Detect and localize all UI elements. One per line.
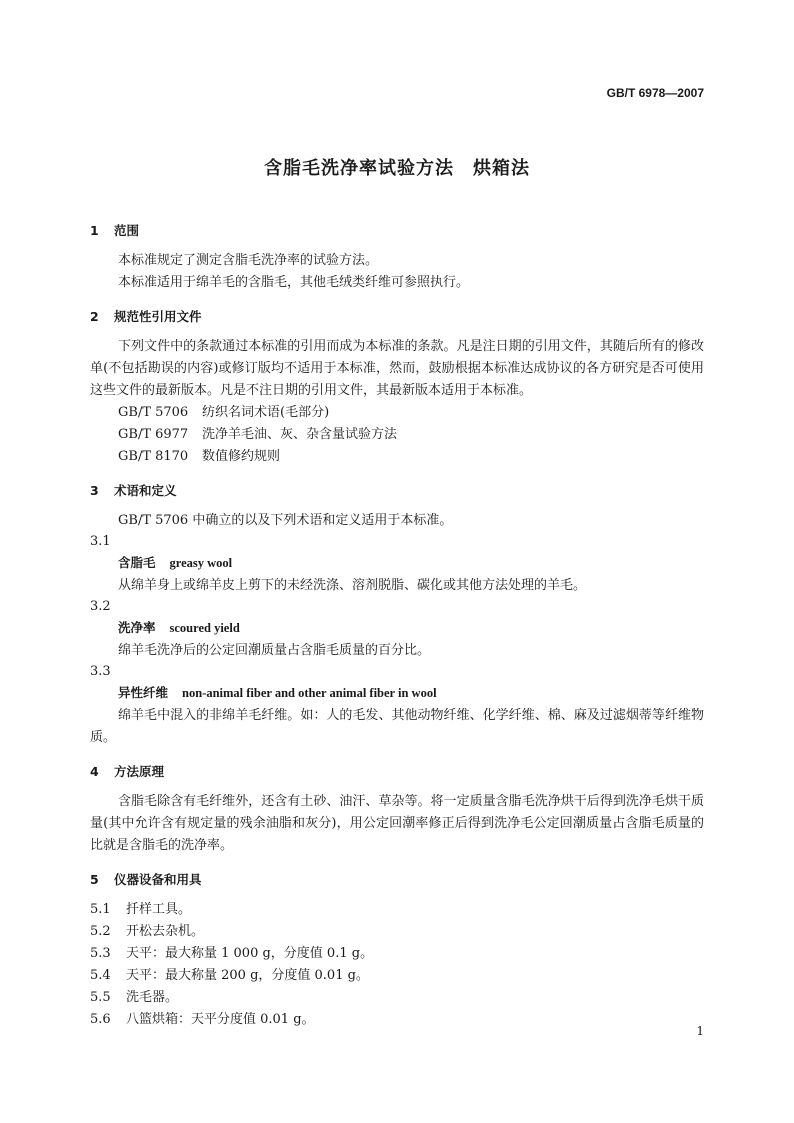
term-chinese: 异性纤维 <box>118 685 169 700</box>
document-body <box>90 220 704 1031</box>
reference-code: GB/T 6977 <box>118 427 189 442</box>
term-definition: 绵羊毛洗净后的公定回潮质量占含脂毛质量的百分比。 <box>118 643 431 658</box>
item-number: 5.4 <box>90 968 111 983</box>
item-number: 5.6 <box>90 1012 111 1027</box>
section-number: 1 <box>90 223 99 238</box>
section-title: 仪器设备和用具 <box>114 872 202 887</box>
term-entry <box>90 617 704 640</box>
term-chinese: 含脂毛 <box>118 555 156 570</box>
clause-number: 3.1 <box>90 534 111 549</box>
term-definition: 从绵羊身上或绵羊皮上剪下的未经洗涤、溶剂脱脂、碳化或其他方法处理的羊毛。 <box>118 578 587 593</box>
section-heading-1 <box>90 220 704 242</box>
term-english: non-animal fiber and other animal fiber in wool <box>182 686 437 700</box>
section-number: 3 <box>90 483 99 498</box>
paragraph: 本标准规定了测定含脂毛洗净率的试验方法。 <box>118 253 379 268</box>
list-item <box>90 987 704 1009</box>
section-title: 术语和定义 <box>114 483 177 498</box>
page-number: 1 <box>696 1024 704 1038</box>
clause-number: 3.2 <box>90 599 111 614</box>
term-entry <box>90 552 704 575</box>
item-text: 天平：最大称量 1 000 g，分度值 0.1 g。 <box>126 946 374 961</box>
item-number: 5.1 <box>90 902 111 917</box>
section-heading-3 <box>90 480 704 502</box>
term-english: greasy wool <box>169 556 233 570</box>
section-title: 范围 <box>114 223 140 238</box>
section-number: 4 <box>90 764 99 779</box>
standard-number: GB/T 6978—2007 <box>606 86 704 100</box>
term-chinese: 洗净率 <box>118 620 156 635</box>
document-title: 含脂毛洗净率试验方法 烘箱法 <box>264 158 530 179</box>
item-number: 5.5 <box>90 990 111 1005</box>
term-english: scoured yield <box>169 621 240 635</box>
section-heading-2 <box>90 306 704 328</box>
section-title: 方法原理 <box>114 764 165 779</box>
section-number: 5 <box>90 872 99 887</box>
reference-code: GB/T 5706 <box>118 405 189 420</box>
reference-code: GB/T 8170 <box>118 449 189 464</box>
item-number: 5.2 <box>90 924 111 939</box>
section-number: 2 <box>90 309 99 324</box>
item-number: 5.3 <box>90 946 111 961</box>
section-title: 规范性引用文件 <box>114 309 202 324</box>
term-entry <box>90 682 704 705</box>
paragraph: 下列文件中的条款通过本标准的引用而成为本标准的条款。凡是注日期的引用文件，其随后所有的修改单(不包括勘误的内容)或修订版均不适用于本标准，然而，鼓励根据本标准达成协议的各方研究是否可使用这些文件的最新版本。凡是不注日期的引用文件，其最新版本适用于本标准。 <box>90 339 704 398</box>
list-item <box>90 899 704 921</box>
reference-item <box>90 424 704 446</box>
reference-title: 数值修约规则 <box>202 449 281 464</box>
item-text: 洗毛器。 <box>126 990 179 1005</box>
paragraph: 含脂毛除含有毛纤维外，还含有土砂、油汗、草杂等。将一定质量含脂毛洗净烘干后得到洗净毛烘干质量(其中允许含有规定量的残余油脂和灰分)，用公定回潮率修正后得到洗净毛公定回潮质量占含脂毛质量的比就是含脂毛的洗净率。 <box>90 794 704 853</box>
term-definition: 绵羊毛中混入的非绵羊毛纤维。如：人的毛发、其他动物纤维、化学纤维、棉、麻及过滤烟蒂等纤维物质。 <box>90 708 704 745</box>
item-text: 天平：最大称量 200 g，分度值 0.01 g。 <box>126 968 369 983</box>
list-item <box>90 943 704 965</box>
reference-item <box>90 402 704 424</box>
paragraph: GB/T 5706 中确立的以及下列术语和定义适用于本标准。 <box>118 513 453 528</box>
reference-title: 洗净羊毛油、灰、杂含量试验方法 <box>202 427 398 442</box>
section-heading-4 <box>90 761 704 783</box>
clause-number: 3.3 <box>90 664 111 679</box>
item-text: 八篮烘箱：天平分度值 0.01 g。 <box>126 1012 315 1027</box>
list-item <box>90 921 704 943</box>
item-text: 开松去杂机。 <box>126 924 205 939</box>
reference-item <box>90 446 704 468</box>
list-item <box>90 965 704 987</box>
item-text: 扦样工具。 <box>126 902 192 917</box>
reference-title: 纺织名词术语(毛部分) <box>202 405 330 420</box>
paragraph: 本标准适用于绵羊毛的含脂毛，其他毛绒类纤维可参照执行。 <box>118 275 470 290</box>
section-heading-5 <box>90 869 704 891</box>
list-item <box>90 1009 704 1031</box>
